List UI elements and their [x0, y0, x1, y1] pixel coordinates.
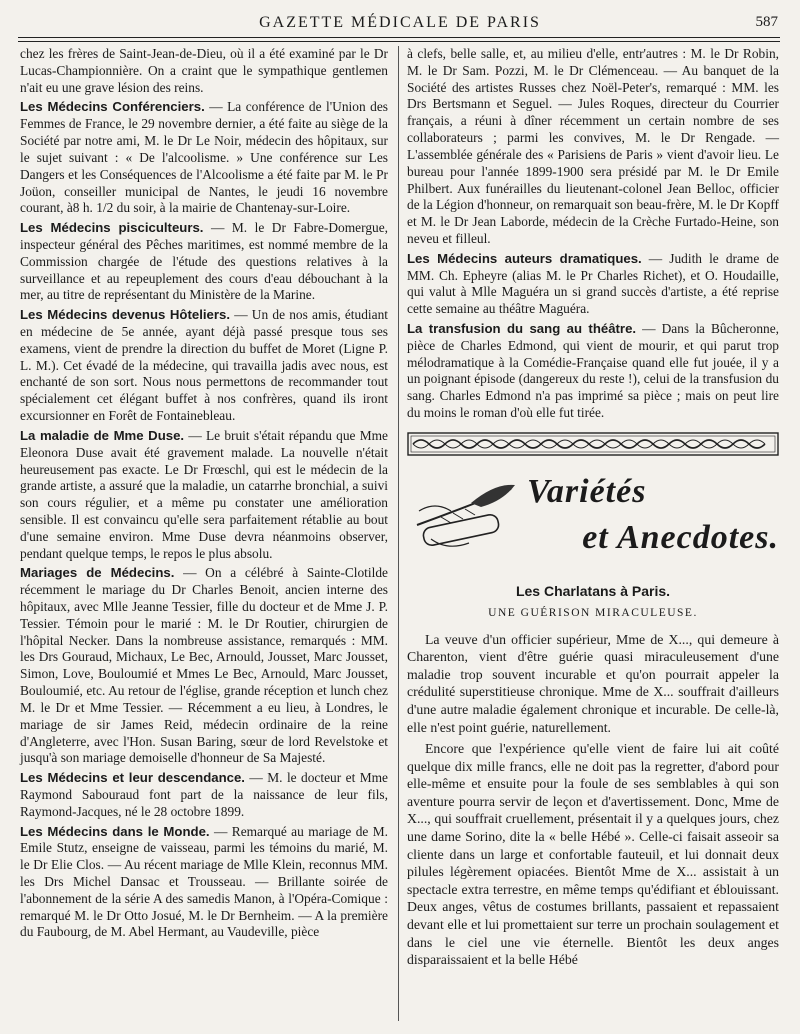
- item-body: à clefs, belle salle, et, au milieu d'elle, entr'autres : M. le Dr Robin, M. le Dr Sam. Pozzi, M. le Dr Clémenceau. — Au banquet de la Société des artistes Russes chez Noël-Peter's, remarqué : MM. les Drs Bertsmann et Seguel. — Jules Roques, directeur du Courrier français, a réuni à dîner récemment un certain nombre de ses collaborateurs ; parmi les convives, M. le Dr Rengade. — L'assemblée générale des « Parisiens de Paris » vient d'avoir lieu. Le bureau pour l'année 1899-1900 sera présidé par M. le Dr Emile Philbert. Aux funérailles du lieutenant-colonel Jean Belloc, officier de la Légion d'honneur, on remarquait son beau-frère, M. le Dr Kopff et M. le Dr Jean Laborde, médecin de la Crèche Furtado-Heine, son neveu et filleul.: [407, 46, 779, 246]
- item-heading: Les Médecins pisciculteurs.: [20, 220, 204, 236]
- banner-title-line1: Variétés: [527, 472, 647, 510]
- news-item: [20, 99, 388, 217]
- news-item: [407, 251, 779, 318]
- item-heading: Les Médecins dans le Monde.: [20, 823, 210, 839]
- news-item: [20, 307, 388, 425]
- item-heading: Les Médecins et leur descendance.: [20, 770, 245, 786]
- header-rule-thin: [18, 41, 780, 42]
- news-item: [20, 565, 388, 767]
- running-head: [22, 14, 778, 36]
- news-item: [407, 321, 779, 422]
- header-rule: [18, 37, 780, 38]
- item-body: — M. le Dr Fabre-Domergue, inspecteur général des Pêches maritimes, est nommé membre de la Commission chargée de l'étude des questions relatives à la surveillance et au repeuplement des cours d'eau débouchant à la mer, au titre de représentant du Ministère de la Marine.: [20, 220, 389, 303]
- item-body: — M. le docteur et Mme Raymond Sabouraud font part de la naissance de leur fils, Raymond-Jacques, né le 28 octobre 1899.: [20, 770, 388, 819]
- article-title: Les Charlatans à Paris.: [515, 582, 671, 599]
- news-item: [20, 824, 388, 942]
- banner-title-line2: et Anecdotes.: [582, 518, 779, 556]
- column-divider: [398, 46, 399, 1021]
- item-body: — Remarqué au mariage de M. Emile Stutz, enseigne de vaisseau, parmi les témoins du marié, M. le Dr Elie Clos. — Au récent mariage de Mlle Klein, reconnus MM. les Drs Michel Dansac et Trousseau. — Brillante soirée de l'abonnement de la série A des samedis Manon, à l'Opéra-Comique : remarqué M. le Dr Otto Josué, M. le Dr Bernheim. — A la première du Faubourg, de M. Abel Hermant, au Vaudeville, pièce: [20, 823, 389, 940]
- article-body: [407, 631, 779, 969]
- feature-banner: [407, 465, 779, 569]
- news-item: [20, 220, 388, 304]
- item-heading: La maladie de Mme Duse.: [20, 427, 185, 443]
- journal-title: GAZETTE MÉDICALE DE PARIS: [259, 14, 541, 31]
- item-body: — Un de nos amis, étudiant en médecine de 5e année, ayant déjà passé presque tous ses examens, vient de prendre la direction du buffet de Moret (Ligne P. L. M.). Cet évadé de la médecine, qui travailla jadis avec nous, est enchanté de son sort. Nous nous permettons de recommander tout spécialement cet élégant buffet à nos confrères, quand ils iront excursionner en Forêt de Fontainebleau.: [20, 307, 389, 424]
- item-heading: Les Médecins devenus Hôteliers.: [20, 307, 230, 323]
- right-column: [407, 46, 779, 973]
- item-body: — La conférence de l'Union des Femmes de France, le 29 novembre dernier, a été faite au siège de la Société par notre ami, M. le Dr Le Noir, médecin des hôpitaux, sur le sujet suivant : « De l'alcoolisme. » Une conférence sur Les Dangers et les Conséquences de l'Alcoolisme a été faite par M. le Pr Joüon, conseiller municipal de Nantes, le jeudi 16 novembre courant, à8 h. 1/2 du soir, à la mairie de Chantenay-sur-Loire.: [20, 99, 388, 216]
- item-heading: Mariages de Médecins.: [20, 565, 175, 581]
- item-body: — Le bruit s'était répandu que Mme Eleonora Duse avait été gravement malade. La nouvelle n'était heureusement pas exacte. Le Dr Frœschl, qui est le médecin de la grande artiste, a assuré que la maladie, un catarrhe bronchial, a suivi son cours régulier, et a même pu constater une amélioration sensible. Il est convaincu qu'elle sera parfaitement rétablie au bout d'une semaine environ. Mme Duse devra néanmoins observer, pendant quelque temps, le repos le plus absolu.: [20, 427, 388, 561]
- item-heading: Les Médecins auteurs dramatiques.: [407, 250, 642, 266]
- item-body: — Dans la Bûcheronne, pièce de Charles Edmond, qui vient de mourir, et qui parut trop mélodramatique à la Comédie-Française quand elle fut jouée, il y a un poignant épisode (dangereux du reste !), celui de la transfusion du sang. Charles Edmond n'a pas imprimé sa pièce ; mais on peut lire du moins le roman d'où elle fut tirée.: [407, 321, 779, 421]
- quill-scroll-icon: [411, 481, 519, 553]
- news-item: [20, 428, 388, 563]
- article-paragraph: Encore que l'expérience qu'elle vient de faire lui ait coûté quelque dix mille francs, elle ne doit pas la regretter, d'abord pour elle-même et ensuite pour la foule de ses semblables à qui son aventure pourra servir de leçon et d'avertissement. Donc, Mme de X..., qui souffrait cruellement, présentait il y a quelques jours, chez une dame Sorino, dite la « belle Hébé ». Celle-ci faisait asseoir sa cliente dans un large et confortable fauteuil, et lui donnait deux pilules légèrement opiacées. Bientôt Mme de X... assistait à un spectacle extra terrestre, en même temps qu'édifiant et éblouissant. Deux anges, vêtus de costumes brillants, passaient et repassaient devant elle et lui promettaient sur terre un prochain soulagement et dans le ciel une vie éternelle. Bientôt les deux anges disparaissaient et la belle Hébé: [407, 741, 779, 968]
- item-heading: Les Médecins Conférenciers.: [20, 99, 205, 115]
- page-number: 587: [755, 14, 778, 30]
- item-heading: La transfusion du sang au théâtre.: [407, 321, 637, 336]
- news-item: [20, 770, 388, 820]
- item-body: — Judith le drame de MM. Ch. Epheyre (alias M. le Pr Charles Richet), et O. Houdaille, qui valut à Mlle Maguéra un si grand succès d'artiste, a été reprise cette semaine au théâtre Maguéra.: [407, 250, 779, 317]
- item-body: — On a célébré à Sainte-Clotilde récemment le mariage du Dr Charles Benoit, ancien interne des hôpitaux, avec Mlle Jeanne Tessier, fille du docteur et de Mme J. P. Tessier. Témoin pour le marié : M. le Dr Routier, chirurgien de l'hôpital Necker. Dans la nombreuse assistance, remarqués : MM. les Drs Gouraud, Michaux, Le Bec, Arnould, Jousset, Marc Jousset, Simon, Love, Bouloumié et Mmes Le Bec, Arnould, Marc Jousset, Bouloumié, etc. Au retour de l'église, grande réception et lunch chez M. le Dr et Mme Tessier. — Récemment a eu lieu, à Londres, le mariage de sir James Reid, médecin ordinaire de la reine d'Angleterre, avec l'Hon. Susan Baring, sœur de lord Revelstoke et jusqu'à son mariage demoiselle d'honneur de Sa Majesté.: [20, 565, 388, 766]
- item-body: chez les frères de Saint-Jean-de-Dieu, où il a été examiné par le Dr Lucas-Championnière. On a craint que le sympathique gentlemen n'ait eu une grave lésion des reins.: [20, 46, 388, 95]
- article-subtitle: UNE GUÉRISON MIRACULEUSE.: [488, 607, 698, 620]
- news-item: [407, 46, 779, 248]
- news-item: [20, 46, 388, 96]
- article-paragraph: La veuve d'un officier supérieur, Mme de X..., qui demeure à Charenton, vient d'être guérie quasi miraculeusement d'une maladie trop souvent incurable et qu'on pourrait appeler la crédulité superstitieuse chronique. Mme de X... souffrait d'ailleurs d'une autre maladie également chronique et incurable. De celle-là, elle n'est point guérie, naturellement.: [407, 631, 779, 735]
- left-column: [20, 46, 388, 941]
- ornamental-border: [407, 432, 779, 456]
